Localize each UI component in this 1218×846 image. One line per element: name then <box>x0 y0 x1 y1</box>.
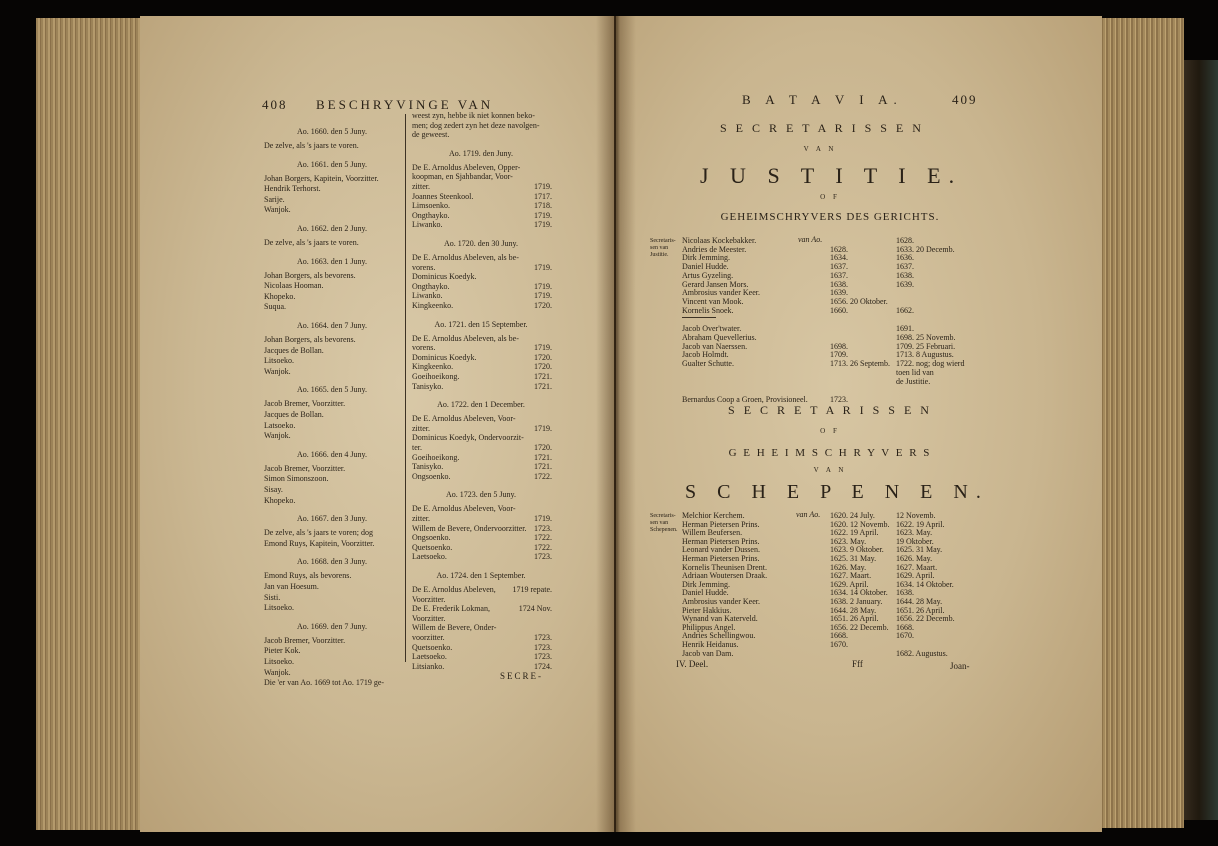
roster-line: Johan Borgers, Kapitein, Voorzitter. <box>264 173 379 183</box>
margin-note-line: Secretaris- <box>650 238 676 244</box>
roster-line: De zelve, als 's jaars te voren. <box>264 238 359 247</box>
left-running-head: BESCHRYVINGE VAN <box>316 97 494 112</box>
margin-note-line: sen van <box>650 245 669 251</box>
year-heading: Ao. 1722. den 1 December. <box>437 400 525 410</box>
end-date: 1722. nog; dog wierd <box>896 359 965 369</box>
left-page-number: 408 <box>262 97 288 112</box>
roster-line: Goeihoeikong. <box>412 372 460 381</box>
roster-line: Voorzitter. <box>412 613 446 623</box>
secretary-name: Jacob Over'twater. <box>682 324 742 334</box>
secretary-name: Jacob van Naerssen. <box>682 341 748 351</box>
secretary-name: Henrik Heidanus. <box>682 640 739 649</box>
end-date: de Justitie. <box>896 376 931 386</box>
year-heading: Ao. 1668. den 3 Juny. <box>297 557 367 567</box>
end-date: 1625. 31 May. <box>896 545 943 555</box>
start-date: 1626. May. <box>830 562 867 572</box>
roster-line: Kingkeenko. <box>412 362 454 372</box>
start-date: 1660. <box>830 305 848 315</box>
secretary-name: Gerard Jansen Mors. <box>682 279 749 289</box>
start-date: 1634. <box>830 253 848 263</box>
roster-line: Jan van Hoesum. <box>264 582 319 591</box>
start-date: 1628. <box>830 244 848 254</box>
book-gutter <box>596 16 636 832</box>
roster-line: Simon Simonszoon. <box>264 474 329 484</box>
secretary-name: Melchior Kerchem. <box>682 511 745 520</box>
title1-line4: O F <box>820 193 840 201</box>
table1-divider <box>682 317 716 318</box>
secretary-name: Kornelis Theunisen Drent. <box>682 562 767 572</box>
margin-note-line: Schepenen. <box>650 527 678 533</box>
start-date: 1651. 26 April. <box>830 614 879 624</box>
margin-note-line: sen van <box>650 520 669 526</box>
year-heading: Ao. 1724. den 1 September. <box>436 571 526 580</box>
year-heading: Ao. 1720. den 30 Juny. <box>444 239 518 248</box>
title2-line2: O F <box>820 427 840 435</box>
roster-line: Ongsoenko. <box>412 533 451 543</box>
secretary-name: Herman Pietersen Prins. <box>682 519 760 529</box>
roster-line: Emond Ruys, Kapitein, Voorzitter. <box>264 538 375 548</box>
right-page <box>616 16 1102 832</box>
roster-line: Jacques de Bollan. <box>264 345 324 355</box>
secretary-name: Dirk Jemming. <box>682 579 730 589</box>
title1-line1: S E C R E T A R I S S E N <box>720 121 924 135</box>
end-date: 1638. <box>896 270 914 280</box>
secretary-name: Willem Beufersen. <box>682 528 743 538</box>
roster-line: Jacques de Bollan. <box>264 410 324 419</box>
start-date: 1634. 14 Oktober. <box>830 588 888 598</box>
roster-line: De zelve, als 's jaars te voren; dog <box>264 528 373 538</box>
start-date: 1670. <box>830 640 848 649</box>
start-date: 1623. May. <box>830 536 867 546</box>
start-date: 1713. 26 Septemb. <box>830 359 890 369</box>
end-date: 1638. <box>896 588 914 598</box>
roster-year: 1717. <box>534 191 552 201</box>
roster-line: Kingkeenko. <box>412 301 454 310</box>
roster-line: de geweest. <box>412 130 450 140</box>
start-date: 1625. 31 May. <box>830 554 877 563</box>
end-date: 1662. <box>896 305 914 315</box>
roster-year: 1719 repate. <box>512 585 552 594</box>
end-date: 1639. <box>896 279 914 289</box>
secretary-name: Herman Pietersen Prins. <box>682 536 760 546</box>
end-date: 1668. <box>896 622 914 632</box>
roster-line: Wanjok. <box>264 366 291 376</box>
roster-line: Ongsoenko. <box>412 471 451 481</box>
column-divider <box>405 114 406 662</box>
end-date: 1670. <box>896 631 914 641</box>
secretary-name: Leonard vander Dussen. <box>682 545 760 555</box>
roster-line: Dominicus Koedyk. <box>412 352 477 362</box>
roster-year: 1719. <box>534 210 552 220</box>
roster-line: men; dog zedert zyn het deze navolgen- <box>412 120 540 130</box>
roster-line: Joannes Steenkool. <box>412 191 474 201</box>
book-cover-edge <box>1180 60 1218 820</box>
roster-line: Wanjok. <box>264 667 291 677</box>
roster-year: 1721. <box>534 381 552 391</box>
year-heading: Ao. 1721. den 15 September. <box>434 319 528 329</box>
roster-year: 1719. <box>534 423 552 433</box>
roster-year: 1723. <box>534 523 552 533</box>
secretary-name: Philippus Angel. <box>682 622 736 632</box>
roster-year: 1720. <box>534 352 552 362</box>
roster-line: De E. Frederik Lokman, <box>412 604 490 614</box>
roster-line: Jacob Bremer, Voorzitter. <box>264 463 346 473</box>
start-date: 1637. <box>830 262 848 272</box>
roster-line: Willem de Bevere, Onder- <box>412 623 497 633</box>
year-heading: Ao. 1667. den 3 Juny. <box>297 514 367 524</box>
roster-year: 1719. <box>534 262 552 272</box>
roster-line: Dominicus Koedyk, Ondervoorzit- <box>412 433 524 443</box>
title2-line5: S C H E P E N E N. <box>685 481 989 503</box>
secretary-name: Kornelis Snoek. <box>682 305 734 315</box>
title1-line3: J U S T I T I E. <box>700 163 963 188</box>
end-date: 1691. <box>896 324 914 334</box>
roster-year: 1721. <box>534 372 552 381</box>
roster-line: De zelve, als 's jaars te voren. <box>264 141 359 150</box>
end-date: 1637. <box>896 262 914 272</box>
end-date: 1644. 28 May. <box>896 597 943 606</box>
start-date: 1638. <box>830 279 848 289</box>
year-heading: Ao. 1665. den 5 Juny. <box>297 385 367 395</box>
roster-year: 1722. <box>534 542 552 552</box>
roster-line: Khopeko. <box>264 291 296 301</box>
roster-line: Ongthayko. <box>412 281 450 291</box>
roster-year: 1723. <box>534 652 552 662</box>
end-date: 12 Novemb. <box>896 511 936 520</box>
roster-line: weest zyn, hebbe ik niet konnen beko- <box>412 111 535 120</box>
end-date: 1709. 25 Februari. <box>896 341 956 351</box>
end-date: 1622. 19 April. <box>896 519 945 529</box>
roster-line: vorens. <box>412 343 436 353</box>
right-page-number: 409 <box>952 92 978 107</box>
year-heading: Ao. 1666. den 4 Juny. <box>297 449 367 459</box>
roster-year: 1724. <box>534 661 552 671</box>
year-heading: Ao. 1660. den 5 Juny. <box>297 127 367 136</box>
title2-line1: S E C R E T A R I S S E N <box>728 403 932 417</box>
roster-year: 1719. <box>534 281 552 291</box>
end-date: 1629. April. <box>896 571 935 581</box>
start-date: 1709. <box>830 350 848 360</box>
year-heading: Ao. 1664. den 7 Juny. <box>297 321 367 330</box>
secretary-name: Daniel Hudde. <box>682 262 729 272</box>
start-date: 1639. <box>830 288 848 298</box>
roster-year: 1719. <box>534 182 552 191</box>
roster-year: 1720. <box>534 443 552 452</box>
footer-volume: IV. Deel. <box>676 659 709 669</box>
roster-line: Pieter Kok. <box>264 646 301 656</box>
roster-line: Dominicus Koedyk. <box>412 272 477 282</box>
secretary-name: Herman Pietersen Prins. <box>682 554 760 563</box>
roster-year: 1723. <box>534 642 552 652</box>
roster-line: vorens. <box>412 262 436 272</box>
roster-line: Die 'er van Ao. 1669 tot Ao. 1719 ge- <box>264 678 385 688</box>
roster-line: De E. Arnoldus Abeleven, als be- <box>412 253 519 262</box>
roster-line: Quetsoenko. <box>412 542 453 552</box>
start-date: 1620. 24 July. <box>830 511 875 520</box>
title1-line5: GEHEIMSCHRYVERS DES GERICHTS. <box>720 211 940 223</box>
end-date: 1682. Augustus. <box>896 648 948 658</box>
end-date: 1626. May. <box>896 554 933 563</box>
end-date: 1713. 8 Augustus. <box>896 350 954 360</box>
table2-heading: van Ao. <box>796 510 821 519</box>
end-date: 1628. <box>896 236 914 245</box>
start-date: 1644. 28 May. <box>830 605 877 615</box>
title2-line3: G E H E I M S C H R Y V E R S <box>728 447 932 459</box>
roster-line: koopman, en Sjahbandar, Voor- <box>412 172 513 182</box>
secretary-name: Jacob van Dam. <box>682 648 734 658</box>
year-heading: Ao. 1669. den 7 Juny. <box>297 621 367 631</box>
start-date: 1623. 9 Oktober. <box>830 545 884 555</box>
roster-year: 1719. <box>534 291 552 301</box>
year-heading: Ao. 1662. den 2 Juny. <box>297 224 367 233</box>
roster-line: Johan Borgers, als bevorens. <box>264 270 356 280</box>
roster-year: 1720. <box>534 362 552 372</box>
secretary-name: Gualter Schutte. <box>682 359 734 369</box>
end-date: 1656. 22 Decemb. <box>896 614 955 624</box>
roster-year: 1719. <box>534 343 552 353</box>
secretary-name: Andries Schellingwou. <box>682 631 756 641</box>
secretary-name: Nicolaas Kockebakker. <box>682 236 757 245</box>
secretary-name: Bernardus Coop a Groen, Provisioneel. <box>682 395 808 405</box>
end-date: toen lid van <box>896 367 934 377</box>
year-heading: Ao. 1663. den 1 Juny. <box>297 256 367 266</box>
start-date: 1627. Maart. <box>830 571 872 581</box>
signature-mark: Fff <box>852 659 863 669</box>
roster-line: De E. Arnoldus Abeleven, Opper- <box>412 162 521 172</box>
table1-heading: van Ao. <box>798 235 823 244</box>
secretary-name: Wynand van Katerveld. <box>682 614 758 624</box>
secretary-name: Vincent van Mook. <box>682 296 744 306</box>
roster-line: Khopeko. <box>264 495 296 505</box>
roster-line: Emond Ruys, als bevorens. <box>264 571 352 581</box>
roster-year: 1722. <box>534 533 552 543</box>
start-date: 1622. 19 April. <box>830 528 879 538</box>
roster-line: De E. Arnoldus Abeleven, <box>412 585 496 594</box>
roster-line: ter. <box>412 443 422 452</box>
roster-line: Liwanko. <box>412 291 443 301</box>
roster-year: 1723. <box>534 633 552 642</box>
start-date: 1668. <box>830 631 848 641</box>
secretary-name: Adriaan Woutersen Draak. <box>682 571 768 581</box>
left-page-edges <box>36 18 148 830</box>
end-date: 1698. 25 Novemb. <box>896 333 956 342</box>
start-date: 1638. 2 January. <box>830 597 883 606</box>
roster-year: 1718. <box>534 201 552 211</box>
start-date: 1723. <box>830 395 848 405</box>
roster-line: Willem de Bevere, Ondervoorzitter. <box>412 523 527 533</box>
roster-line: Wanjok. <box>264 431 291 441</box>
roster-year: 1722. <box>534 471 552 481</box>
roster-line: Johan Borgers, als bevorens. <box>264 335 356 344</box>
end-date: 1623. May. <box>896 528 933 538</box>
roster-line: Hendrik Terhorst. <box>264 184 321 194</box>
year-heading: Ao. 1719. den Juny. <box>449 148 513 158</box>
roster-line: Voorzitter. <box>412 594 446 604</box>
start-date: 1629. April. <box>830 579 869 589</box>
start-date: 1656. 22 Decemb. <box>830 622 889 632</box>
end-date: 1651. 26 April. <box>896 605 945 615</box>
start-date: 1656. 20 Oktober. <box>830 296 888 306</box>
roster-line: zitter. <box>412 182 430 191</box>
roster-line: Jacob Bremer, Voorzitter. <box>264 635 346 645</box>
secretary-name: Andries de Meester. <box>682 244 747 254</box>
end-date: 1634. 14 Oktober. <box>896 579 954 589</box>
left-catchword: SECRE- <box>500 671 544 681</box>
roster-year: 1721. <box>534 452 552 462</box>
start-date: 1620. 12 Novemb. <box>830 519 890 529</box>
secretary-name: Ambrosius vander Keer. <box>682 597 760 606</box>
title1-line2: V A N <box>803 145 837 153</box>
start-date: 1698. <box>830 341 848 351</box>
end-date: 1627. Maart. <box>896 562 938 572</box>
roster-year: 1720. <box>534 301 552 310</box>
roster-year: 1719. <box>534 220 552 230</box>
start-date: 1637. <box>830 270 848 280</box>
roster-line: Goeihoeikong. <box>412 452 460 462</box>
margin-note-line: Justitie. <box>650 252 669 258</box>
roster-line: De E. Arnoldus Abeleven, als be- <box>412 333 519 343</box>
roster-line: Tanisyko. <box>412 381 444 391</box>
roster-line: Nicolaas Hooman. <box>264 281 324 291</box>
roster-line: zitter. <box>412 423 430 433</box>
secretary-name: Abraham Quevellerius. <box>682 333 757 342</box>
margin-note-line: Secretaris- <box>650 513 676 519</box>
end-date: 1636. <box>896 253 914 263</box>
secretary-name: Ambrosius vander Keer. <box>682 288 760 298</box>
roster-year: 1719. <box>534 514 552 523</box>
roster-line: De E. Arnoldus Abeleven, Voor- <box>412 414 516 424</box>
roster-line: Latsoeko. <box>264 420 296 430</box>
roster-line: De E. Arnoldus Abeleven, Voor- <box>412 504 516 514</box>
roster-line: Sisay. <box>264 485 283 494</box>
end-date: 1633. 20 Decemb. <box>896 244 955 254</box>
roster-line: Liwanko. <box>412 220 443 230</box>
roster-year: 1724 Nov. <box>518 604 552 614</box>
roster-line: Litsoeko. <box>264 356 294 366</box>
roster-year: 1723. <box>534 552 552 562</box>
roster-line: zitter. <box>412 514 430 523</box>
year-heading: Ao. 1661. den 5 Juny. <box>297 159 367 169</box>
roster-line: Wanjok. <box>264 205 291 215</box>
roster-line: Laetsoeko. <box>412 552 447 562</box>
secretary-name: Dirk Jemming. <box>682 253 730 263</box>
roster-line: Limsoenko. <box>412 201 450 211</box>
roster-line: Suqua. <box>264 302 286 312</box>
roster-line: Litsianko. <box>412 661 445 671</box>
roster-line: Laetsoeko. <box>412 652 447 662</box>
roster-year: 1721. <box>534 462 552 472</box>
right-page-edges <box>1098 18 1184 828</box>
roster-line: Litsoeko. <box>264 603 294 613</box>
roster-line: voorzitter. <box>412 633 445 642</box>
roster-line: Sisti. <box>264 592 281 602</box>
right-catchword: Joan- <box>950 661 970 671</box>
end-date: 19 Oktober. <box>896 536 934 546</box>
roster-line: Tanisyko. <box>412 462 444 472</box>
roster-line: Quetsoenko. <box>412 642 453 652</box>
secretary-name: Daniel Hudde. <box>682 588 729 598</box>
year-heading: Ao. 1723. den 5 Juny. <box>446 490 516 500</box>
title2-line4: V A N <box>813 466 847 474</box>
roster-line: Sarije. <box>264 194 285 204</box>
roster-line: Litsoeko. <box>264 657 294 666</box>
roster-line: Ongthayko. <box>412 210 450 220</box>
right-running-head: B A T A V I A. <box>742 92 903 107</box>
secretary-name: Artus Gyzeling. <box>682 270 734 280</box>
secretary-name: Pieter Hakkius. <box>682 605 732 615</box>
roster-line: Jacob Bremer, Voorzitter. <box>264 399 346 409</box>
secretary-name: Jacob Holmdt. <box>682 350 729 360</box>
